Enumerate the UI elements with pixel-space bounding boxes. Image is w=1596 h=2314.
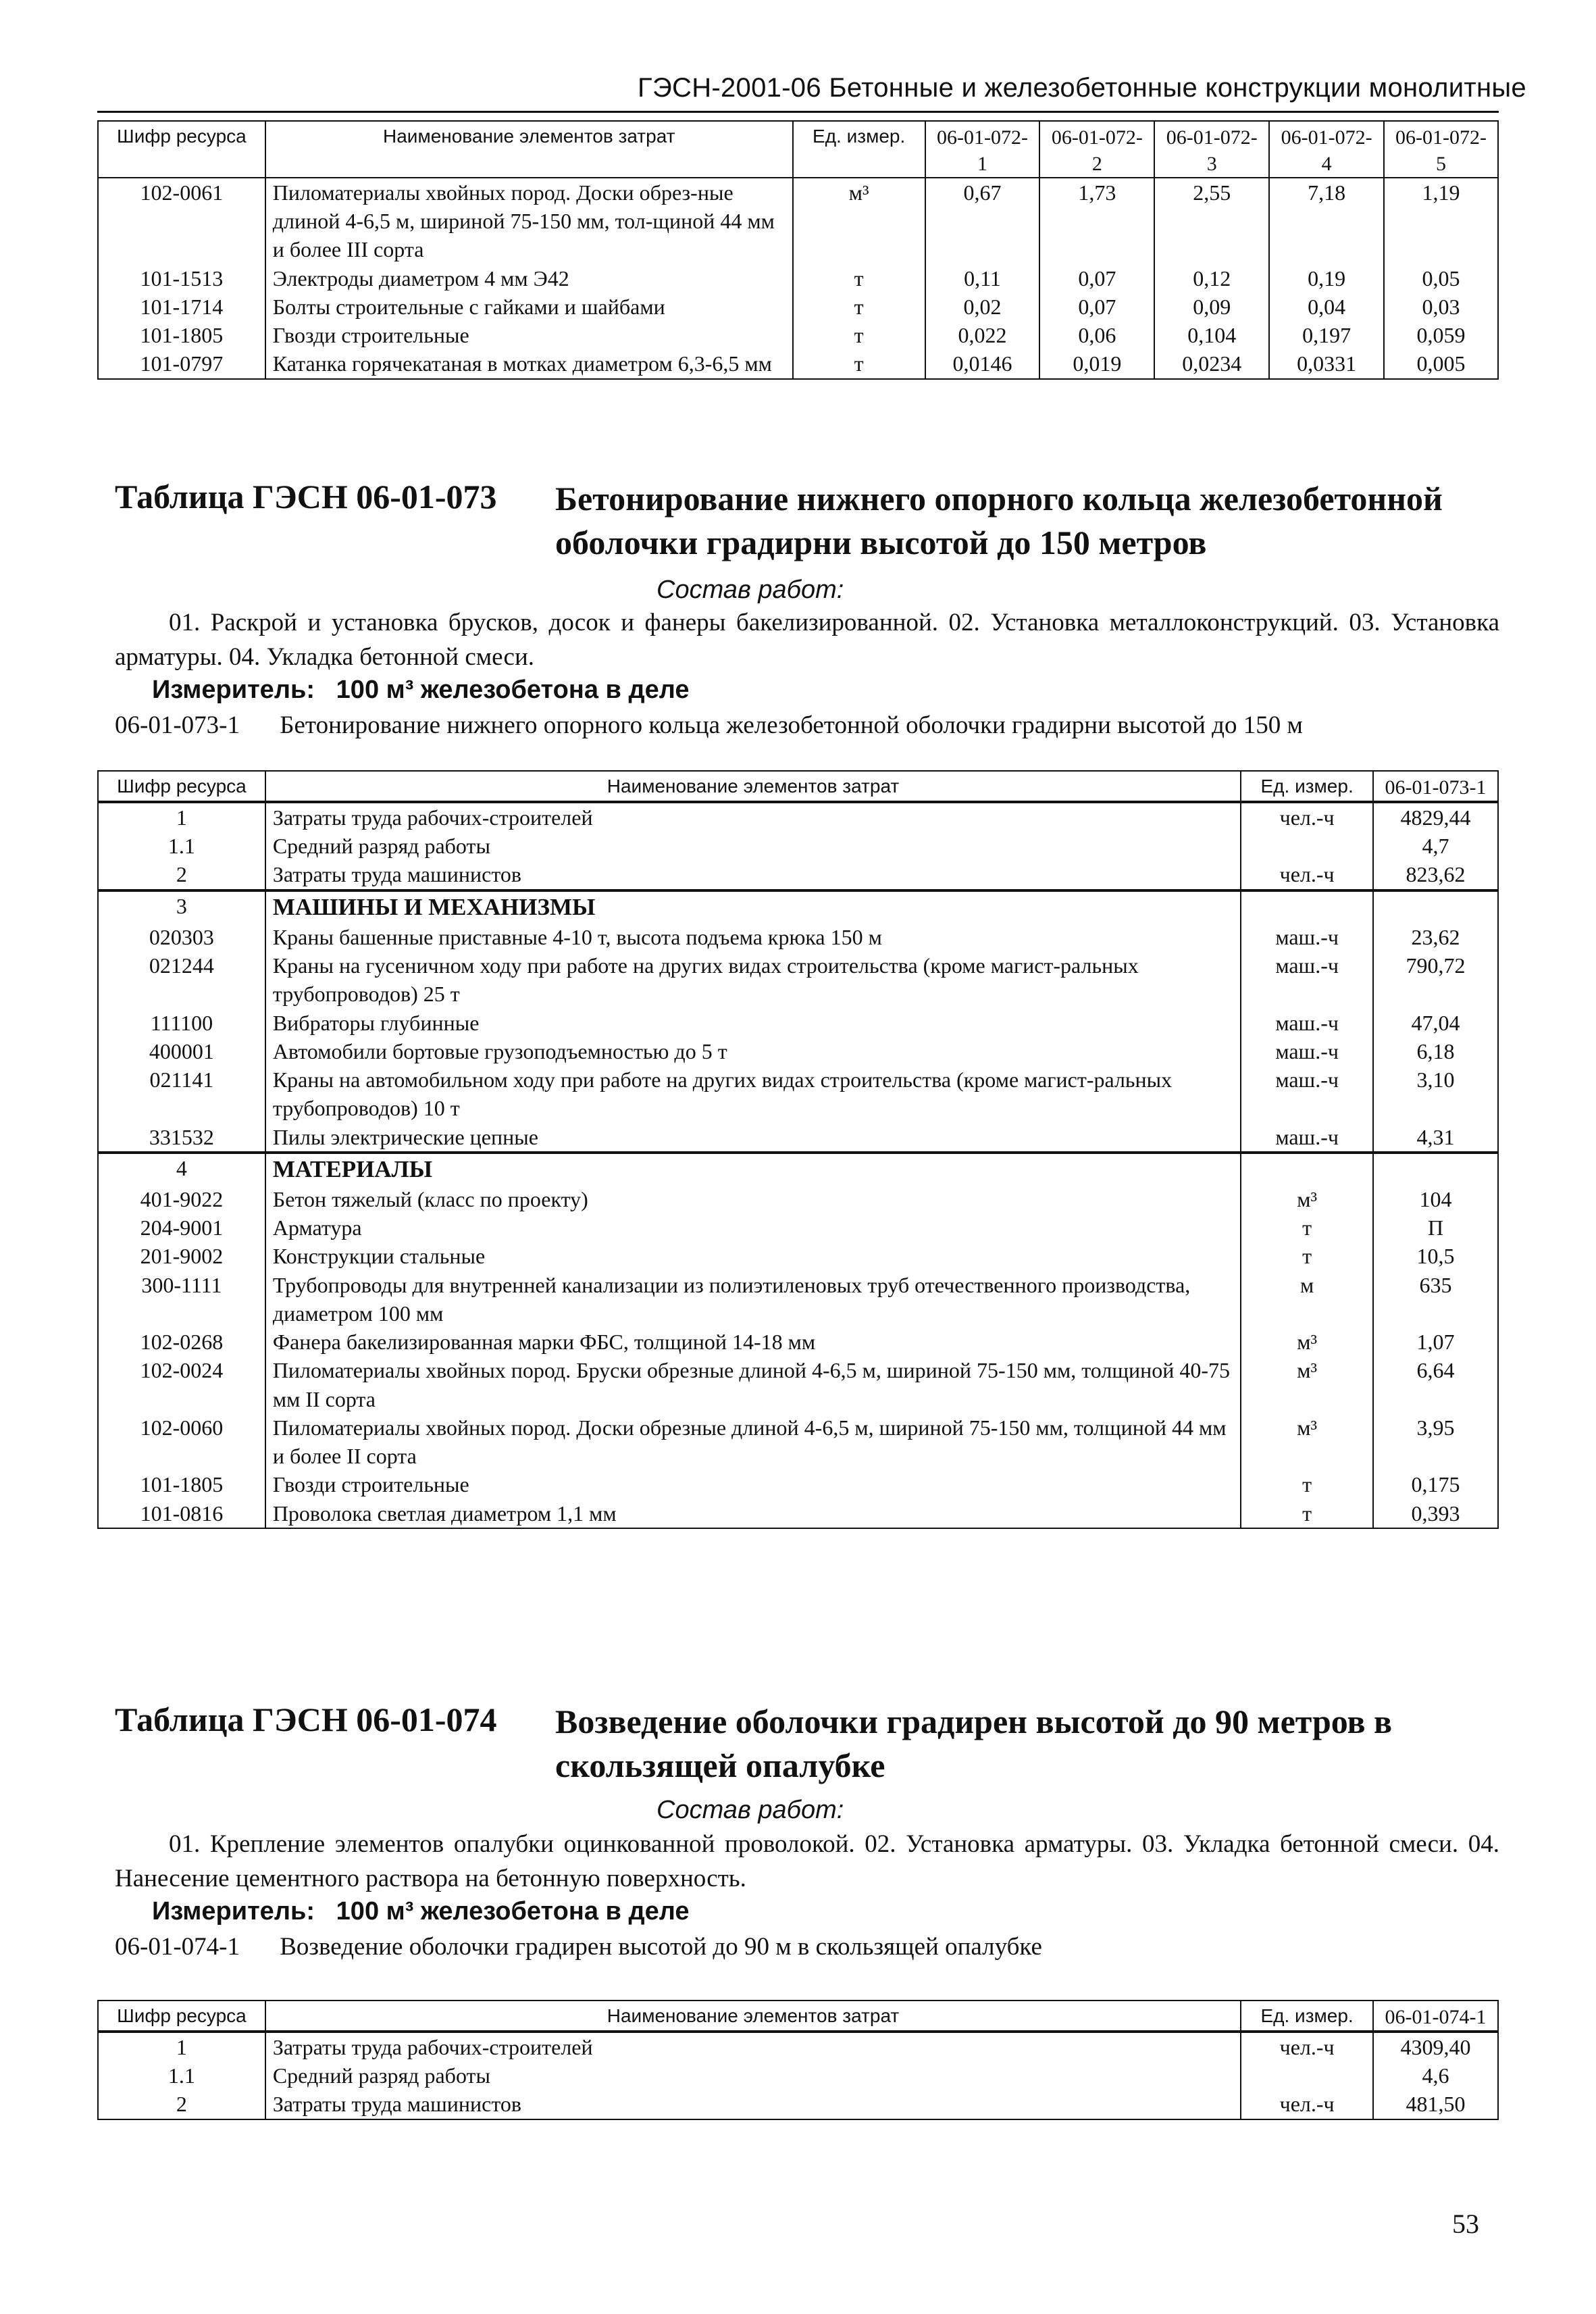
resource-name: Краны на автомобильном ходу при работе на других видах строительства (кроме магист-ральных трубопроводов) 10 т (265, 1065, 1241, 1122)
resource-value: 4,6 (1373, 2061, 1498, 2090)
resource-name: Фанера бакелизированная марки ФБС, толщиной 14-18 мм (265, 1328, 1241, 1356)
col-header-name: Наименование элементов затрат (265, 2001, 1241, 2032)
resource-value: 790,72 (1373, 951, 1498, 1008)
resource-unit: маш.-ч (1241, 923, 1373, 951)
table-073 (97, 770, 1499, 1529)
table-row (98, 264, 1498, 293)
resource-name: Пиломатериалы хвойных пород. Доски обрез-ные длиной 4-6,5 м, шириной 75-150 мм, тол-щиной 44 мм и более III сорта (265, 178, 793, 264)
table-074-composition: 01. Крепление элементов опалубки оцинкованной проволокой. 02. Установка арматуры. 03. Укладка бетонной смеси. 04. Нанесение цементного раствора на бетонную поверхность. (115, 1830, 1499, 1893)
resource-value: 0,09 (1154, 293, 1269, 321)
resource-value: 0,005 (1384, 349, 1498, 378)
resource-name: Пиломатериалы хвойных пород. Доски обрезные длиной 4-6,5 м, шириной 75-150 мм, толщиной 44 мм и более II сорта (265, 1413, 1241, 1470)
resource-unit: маш.-ч (1241, 1065, 1373, 1122)
table-row (98, 1213, 1498, 1242)
resource-name: Гвозди строительные (265, 1470, 1241, 1499)
work-name: Возведение оболочки градирен высотой до 90 м в скользящей опалубке (280, 1933, 1042, 1961)
resource-value: 47,04 (1373, 1009, 1498, 1037)
section-title: МАТЕРИАЛЫ (265, 1153, 1241, 1185)
resource-code: 102-0024 (98, 1356, 265, 1413)
col-header-073-1: 06-01-073-1 (1373, 771, 1498, 802)
resource-value: 1,07 (1373, 1328, 1498, 1356)
table-074-code: Таблица ГЭСН 06-01-074 (115, 1701, 497, 1738)
resource-unit: т (793, 293, 925, 321)
resource-code: 111100 (98, 1009, 265, 1037)
table-row (98, 2061, 1498, 2090)
resource-value (1373, 890, 1498, 923)
table-074-title: Возведение оболочки градирен высотой до 90 метров в скользящей опалубке (555, 1703, 1393, 1784)
resource-unit: м³ (1241, 1185, 1373, 1213)
table-row (98, 1413, 1498, 1470)
resource-value: 3,10 (1373, 1065, 1498, 1122)
resource-code: 102-0061 (98, 178, 265, 264)
resource-value: 6,18 (1373, 1037, 1498, 1065)
resource-value: 0,12 (1154, 264, 1269, 293)
table-row (98, 1185, 1498, 1213)
resource-unit: м (1241, 1271, 1373, 1328)
resource-name: Затраты труда машинистов (265, 2090, 1241, 2119)
resource-code: 1 (98, 802, 265, 832)
meter-value: 100 м³ железобетона в деле (336, 1897, 690, 1926)
resource-code: 102-0060 (98, 1413, 265, 1470)
table-row (98, 1470, 1498, 1499)
resource-name: Вибраторы глубинные (265, 1009, 1241, 1037)
table-row (98, 1271, 1498, 1328)
col-header-072-1: 06-01-072-1 (925, 121, 1040, 178)
resource-value: 0,0146 (925, 349, 1040, 378)
resource-unit (1241, 1153, 1373, 1185)
resource-name: Пилы электрические цепные (265, 1123, 1241, 1153)
resource-value: 0,05 (1384, 264, 1498, 293)
resource-value: 0,02 (925, 293, 1040, 321)
resource-code: 201-9002 (98, 1242, 265, 1270)
resource-code: 020303 (98, 923, 265, 951)
table-row (98, 1356, 1498, 1413)
col-header-name: Наименование элементов затрат (265, 771, 1241, 802)
resource-code: 1.1 (98, 832, 265, 860)
resource-name: Краны на гусеничном ходу при работе на других видах строительства (кроме магист-ральных трубопроводов) 25 т (265, 951, 1241, 1008)
resource-code: 401-9022 (98, 1185, 265, 1213)
work-code: 06-01-074-1 (115, 1933, 240, 1961)
resource-unit (1241, 890, 1373, 923)
resource-unit: маш.-ч (1241, 1037, 1373, 1065)
resource-unit: т (793, 349, 925, 378)
resource-unit: м³ (1241, 1328, 1373, 1356)
resource-name: Затраты труда машинистов (265, 860, 1241, 890)
table-row (98, 860, 1498, 890)
resource-name: Катанка горячекатаная в мотках диаметром 6,3-6,5 мм (265, 349, 793, 378)
table-row (98, 2032, 1498, 2061)
resource-name: Средний разряд работы (265, 832, 1241, 860)
table-row (98, 1123, 1498, 1153)
resource-name: Средний разряд работы (265, 2061, 1241, 2090)
col-header-074-1: 06-01-074-1 (1373, 2001, 1498, 2032)
section-row (98, 890, 1498, 923)
resource-unit: м³ (1241, 1413, 1373, 1470)
resource-value (1373, 1153, 1498, 1185)
col-header-unit: Ед. измер. (1241, 771, 1373, 802)
resource-code: 021244 (98, 951, 265, 1008)
resource-value: 1,19 (1384, 178, 1498, 264)
resource-unit: т (1241, 1242, 1373, 1270)
resource-code: 300-1111 (98, 1271, 265, 1328)
meter-label: Измеритель: (152, 1897, 315, 1926)
resource-name: Пиломатериалы хвойных пород. Бруски обрезные длиной 4-6,5 м, шириной 75-150 мм, толщиной 40-75 мм II сорта (265, 1356, 1241, 1413)
table-row (98, 178, 1498, 264)
resource-value: 104 (1373, 1185, 1498, 1213)
table-row (98, 1328, 1498, 1356)
col-header-code: Шифр ресурса (98, 771, 265, 802)
table-row (98, 349, 1498, 378)
resource-value: 0,197 (1269, 321, 1384, 349)
col-header-unit: Ед. измер. (793, 121, 925, 178)
resource-unit (1241, 832, 1373, 860)
resource-unit: м³ (793, 178, 925, 264)
resource-value: 1,73 (1039, 178, 1154, 264)
resource-value: 0,019 (1039, 349, 1154, 378)
page-number: 53 (1452, 2209, 1479, 2239)
resource-code: 102-0268 (98, 1328, 265, 1356)
resource-code: 204-9001 (98, 1213, 265, 1242)
resource-name: Конструкции стальные (265, 1242, 1241, 1270)
resource-name: Затраты труда рабочих-строителей (265, 802, 1241, 832)
table-row (98, 1065, 1498, 1122)
table-row (98, 1009, 1498, 1037)
resource-unit: т (1241, 1213, 1373, 1242)
resource-value: 2,55 (1154, 178, 1269, 264)
resource-value: 0,67 (925, 178, 1040, 264)
col-header-072-2: 06-01-072-2 (1039, 121, 1154, 178)
resource-code: 101-0816 (98, 1499, 265, 1528)
resource-name: Болты строительные с гайками и шайбами (265, 293, 793, 321)
table-row (98, 951, 1498, 1008)
section-title: МАШИНЫ И МЕХАНИЗМЫ (265, 890, 1241, 923)
resource-value: 0,0331 (1269, 349, 1384, 378)
work-name: Бетонирование нижнего опорного кольца железобетонной оболочки градирни высотой до 150 м (280, 711, 1303, 739)
resource-name: Бетон тяжелый (класс по проекту) (265, 1185, 1241, 1213)
resource-code: 101-1805 (98, 321, 265, 349)
resource-code: 4 (98, 1153, 265, 1185)
meter-label: Измеритель: (152, 676, 315, 704)
resource-code: 1.1 (98, 2061, 265, 2090)
resource-unit: чел.-ч (1241, 2032, 1373, 2061)
table-row (98, 1499, 1498, 1528)
resource-value: 4,7 (1373, 832, 1498, 860)
resource-name: Краны башенные приставные 4-10 т, высота подъема крюка 150 м (265, 923, 1241, 951)
resource-unit: т (1241, 1499, 1373, 1528)
resource-code: 101-1714 (98, 293, 265, 321)
resource-unit: т (793, 264, 925, 293)
resource-code: 331532 (98, 1123, 265, 1153)
resource-code: 101-1513 (98, 264, 265, 293)
col-header-072-4: 06-01-072-4 (1269, 121, 1384, 178)
resource-unit: чел.-ч (1241, 860, 1373, 890)
resource-value: 0,11 (925, 264, 1040, 293)
resource-value: 4309,40 (1373, 2032, 1498, 2061)
table-row (98, 321, 1498, 349)
table-074-composition-caption: Состав работ: (657, 1796, 844, 1824)
resource-name: Электроды диаметром 4 мм Э42 (265, 264, 793, 293)
resource-unit: чел.-ч (1241, 802, 1373, 832)
resource-value: 481,50 (1373, 2090, 1498, 2119)
resource-value: 3,95 (1373, 1413, 1498, 1470)
table-row (98, 832, 1498, 860)
resource-value: 4829,44 (1373, 802, 1498, 832)
resource-value: 6,64 (1373, 1356, 1498, 1413)
table-074-work-line (115, 1932, 1042, 1961)
resource-name: Автомобили бортовые грузоподъемностью до 5 т (265, 1037, 1241, 1065)
resource-name: Затраты труда рабочих-строителей (265, 2032, 1241, 2061)
resource-unit (1241, 2061, 1373, 2090)
resource-value: 0,06 (1039, 321, 1154, 349)
resource-value: 23,62 (1373, 923, 1498, 951)
table-row (98, 1037, 1498, 1065)
resource-code: 1 (98, 2032, 265, 2061)
resource-code: 101-0797 (98, 349, 265, 378)
resource-value: 0,022 (925, 321, 1040, 349)
table-074 (97, 2000, 1499, 2120)
resource-value: 0,04 (1269, 293, 1384, 321)
resource-code: 3 (98, 890, 265, 923)
running-header: ГЭСН-2001-06 Бетонные и железобетонные конструкции монолитные (638, 73, 1526, 103)
resource-value: 4,31 (1373, 1123, 1498, 1153)
header-rule (97, 111, 1499, 113)
table-row (98, 1242, 1498, 1270)
table-073-code: Таблица ГЭСН 06-01-073 (115, 478, 497, 515)
resource-code: 021141 (98, 1065, 265, 1122)
resource-value: 0,104 (1154, 321, 1269, 349)
resource-unit: маш.-ч (1241, 951, 1373, 1008)
resource-name: Гвозди строительные (265, 321, 793, 349)
col-header-name: Наименование элементов затрат (265, 121, 793, 178)
resource-code: 400001 (98, 1037, 265, 1065)
work-code: 06-01-073-1 (115, 711, 240, 739)
table-073-composition-caption: Состав работ: (657, 576, 844, 604)
section-row (98, 1153, 1498, 1185)
resource-value: 0,03 (1384, 293, 1498, 321)
resource-name: Трубопроводы для внутренней канализации из полиэтиленовых труб отечественного производства, диаметром 100 мм (265, 1271, 1241, 1328)
resource-name: Проволока светлая диаметром 1,1 мм (265, 1499, 1241, 1528)
meter-value: 100 м³ железобетона в деле (336, 676, 690, 704)
resource-value: 0,07 (1039, 264, 1154, 293)
resource-unit: чел.-ч (1241, 2090, 1373, 2119)
table-row (98, 802, 1498, 832)
table-073-meter (152, 676, 689, 705)
resource-value: П (1373, 1213, 1498, 1242)
resource-name: Арматура (265, 1213, 1241, 1242)
resource-value: 0,059 (1384, 321, 1498, 349)
resource-unit: т (1241, 1470, 1373, 1499)
resource-value: 823,62 (1373, 860, 1498, 890)
table-row (98, 923, 1498, 951)
resource-code: 2 (98, 2090, 265, 2119)
resource-value: 0,07 (1039, 293, 1154, 321)
table-073-composition: 01. Раскрой и установка брусков, досок и фанеры бакелизированной. 02. Установка металлоконструкций. 03. Установка арматуры. 04. Укладка бетонной смеси. (115, 609, 1499, 672)
resource-value: 0,393 (1373, 1499, 1498, 1528)
resource-value: 0,19 (1269, 264, 1384, 293)
resource-code: 101-1805 (98, 1470, 265, 1499)
table-row (98, 293, 1498, 321)
resource-value: 10,5 (1373, 1242, 1498, 1270)
col-header-unit: Ед. измер. (1241, 2001, 1373, 2032)
resource-value: 635 (1373, 1271, 1498, 1328)
resource-value: 7,18 (1269, 178, 1384, 264)
resource-unit: маш.-ч (1241, 1123, 1373, 1153)
table-row (98, 2090, 1498, 2119)
table-073-title: Бетонирование нижнего опорного кольца железобетонной оболочки градирни высотой до 150 метров (555, 480, 1443, 561)
col-header-072-3: 06-01-072-3 (1154, 121, 1269, 178)
resource-unit: маш.-ч (1241, 1009, 1373, 1037)
resource-value: 0,175 (1373, 1470, 1498, 1499)
col-header-code: Шифр ресурса (98, 121, 265, 178)
resource-unit: т (793, 321, 925, 349)
col-header-code: Шифр ресурса (98, 2001, 265, 2032)
table-074-meter (152, 1897, 689, 1926)
resource-value: 0,0234 (1154, 349, 1269, 378)
table-073-work-line (115, 711, 1303, 740)
table-072 (97, 120, 1499, 380)
resource-unit: м³ (1241, 1356, 1373, 1413)
resource-code: 2 (98, 860, 265, 890)
col-header-072-5: 06-01-072-5 (1384, 121, 1498, 178)
